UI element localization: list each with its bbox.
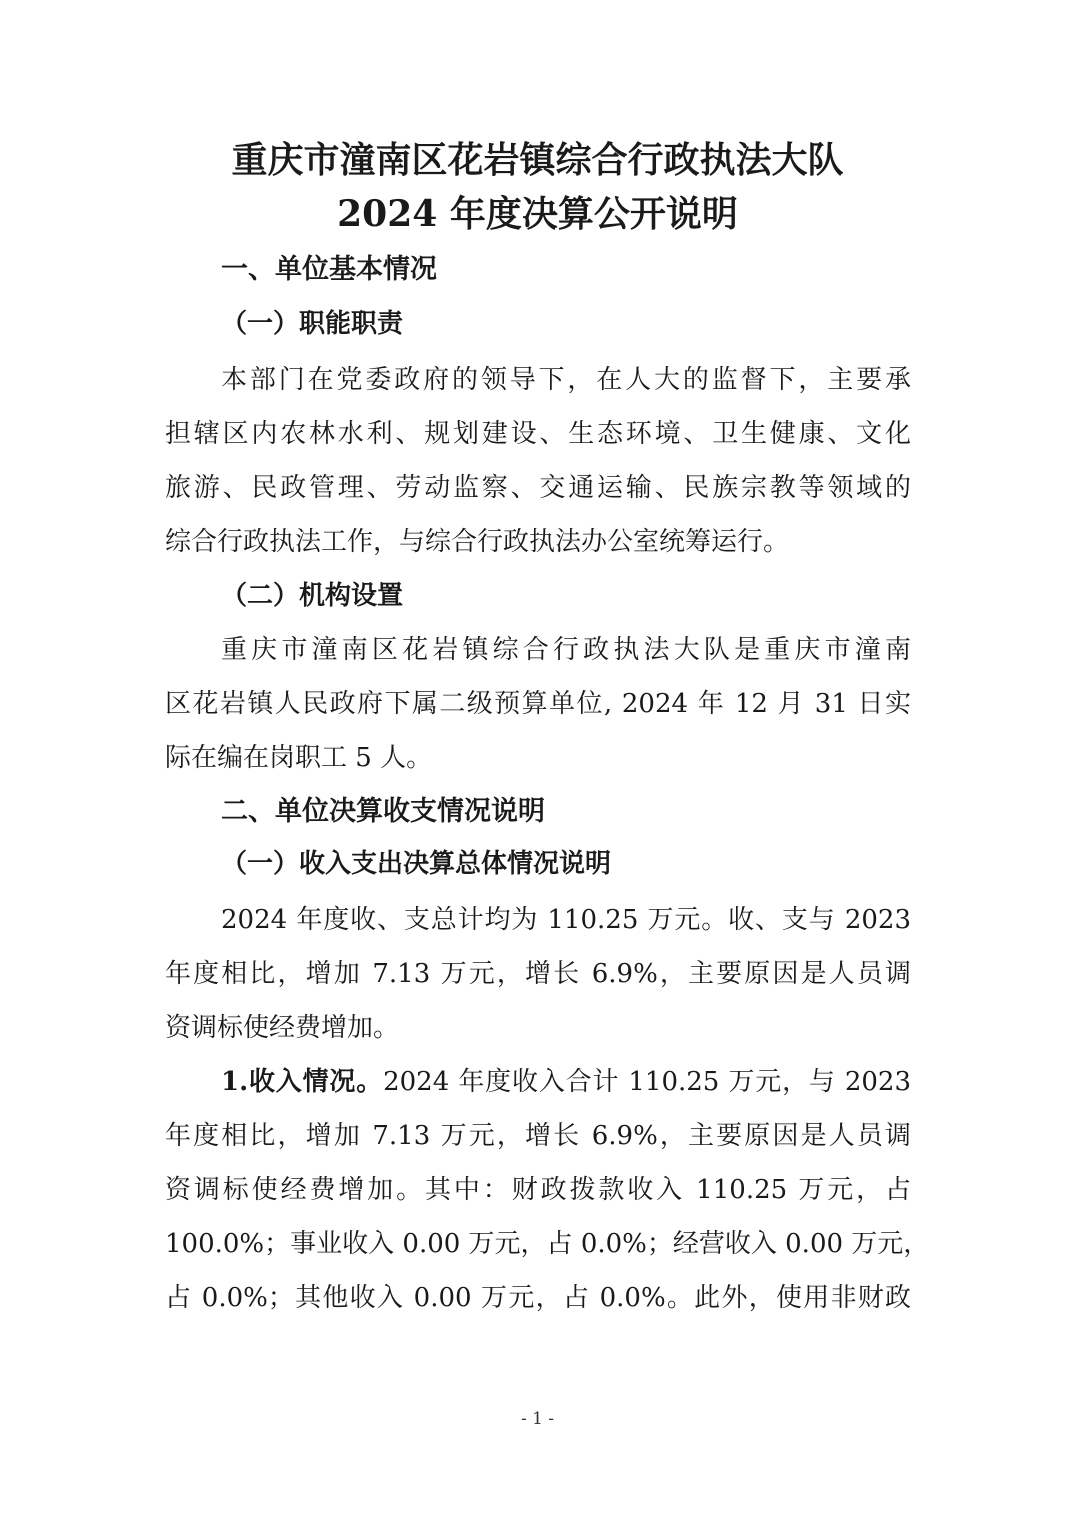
paragraph-line: 综合行政执法工作，与综合行政执法办公室统筹运行。	[165, 527, 790, 557]
section-heading-basic-info: 一、单位基本情况	[221, 254, 437, 285]
paragraph-line: 年度相比，增加 7.13 万元，增长 6.9%，主要原因是人员调	[165, 1121, 911, 1151]
paragraph-line-income	[221, 1064, 911, 1100]
paragraph-line: 资调标使经费增加。	[165, 1013, 400, 1043]
paragraph-line: 2024 年度收、支总计均为 110.25 万元。收、支与 2023	[221, 905, 911, 935]
paragraph-line: 重庆市潼南区花岩镇综合行政执法大队是重庆市潼南	[221, 635, 911, 665]
paragraph-line: 100.0%；事业收入 0.00 万元，占 0.0%；经营收入 0.00 万元，	[165, 1229, 930, 1259]
page-number: - 1 -	[520, 1409, 555, 1429]
paragraph-line: 本部门在党委政府的领导下，在人大的监督下，主要承	[221, 365, 911, 395]
paragraph-line: 占 0.0%；其他收入 0.00 万元，占 0.0%。此外，使用非财政	[165, 1283, 911, 1313]
paragraph-line: 际在编在岗职工 5 人。	[165, 743, 433, 773]
paragraph-line: 担辖区内农林水利、规划建设、生态环境、卫生健康、文化	[165, 419, 911, 449]
subsection-heading-overall: （一）收入支出决算总体情况说明	[221, 849, 612, 879]
section-heading-budget-explanation: 二、单位决算收支情况说明	[221, 796, 545, 827]
paragraph-line: 资调标使经费增加。其中：财政拨款收入 110.25 万元，占	[165, 1175, 911, 1205]
paragraph-line: 年度相比，增加 7.13 万元，增长 6.9%，主要原因是人员调	[165, 959, 911, 989]
income-lead-label: 1.收入情况。	[221, 1067, 384, 1097]
paragraph-line: 旅游、民政管理、劳动监察、交通运输、民族宗教等领域的	[165, 473, 911, 503]
subsection-heading-duties: （一）职能职责	[221, 309, 404, 339]
subsection-heading-organization: （二）机构设置	[221, 581, 404, 611]
paragraph-line: 区花岩镇人民政府下属二级预算单位, 2024 年 12 月 31 日实	[165, 689, 911, 719]
document-title-line-2: 2024 年度决算公开说明	[337, 193, 738, 235]
income-first-line-text: 2024 年度收入合计 110.25 万元，与 2023	[383, 1067, 911, 1097]
document-title-line-1: 重庆市潼南区花岩镇综合行政执法大队	[231, 139, 844, 181]
